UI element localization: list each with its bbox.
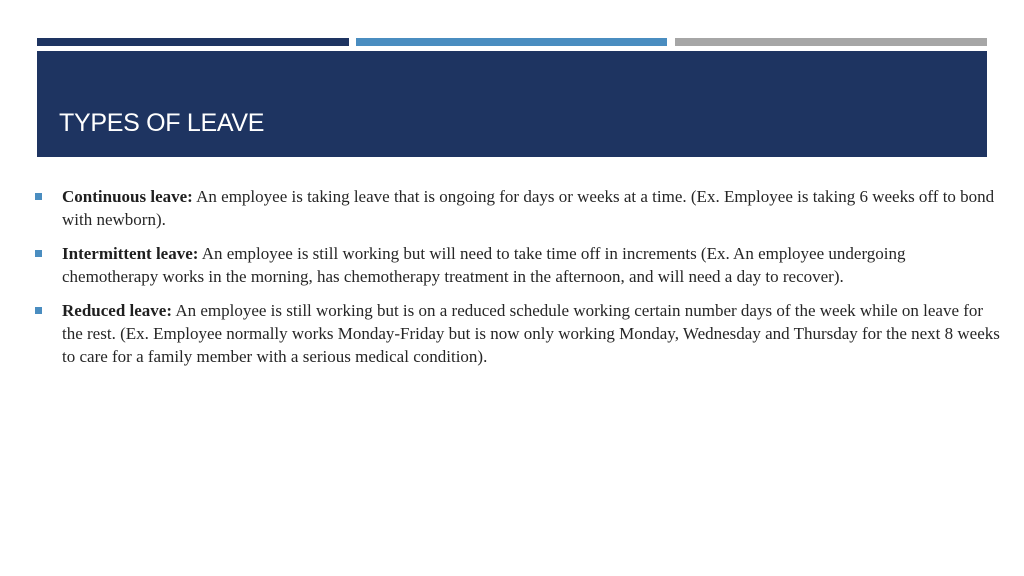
bullet-term: Reduced leave: xyxy=(62,301,173,320)
accent-bar-blue xyxy=(356,38,667,46)
bullet-text: An employee is still working but will need to take time off in increments (Ex. An employee undergoing chemotherapy works in the morning, has chemotherapy treatment in the afternoon, and will need a day to recover). xyxy=(62,244,906,286)
bullet-item-intermittent-leave xyxy=(35,242,1003,288)
square-bullet-icon xyxy=(35,307,42,314)
bullet-term: Intermittent leave: xyxy=(62,244,199,263)
bullet-list xyxy=(35,185,1003,379)
accent-bar-gray xyxy=(675,38,987,46)
accent-bar-dark xyxy=(37,38,349,46)
bullet-text: An employee is still working but is on a reduced schedule working certain number days of the week while on leave for the rest. (Ex. Employee normally works Monday-Friday but is now only working Monday, Wednesday and Thursday for the next 8 weeks to care for a family member with a serious medical condition). xyxy=(62,301,1000,366)
square-bullet-icon xyxy=(35,193,42,200)
square-bullet-icon xyxy=(35,250,42,257)
bullet-item-continuous-leave xyxy=(35,185,1003,231)
bullet-text: An employee is taking leave that is ongoing for days or weeks at a time. (Ex. Employee is taking 6 weeks off to bond with newborn). xyxy=(62,187,995,229)
slide-title: TYPES OF LEAVE xyxy=(59,109,265,137)
bullet-term: Continuous leave: xyxy=(62,187,193,206)
bullet-item-reduced-leave xyxy=(35,299,1003,368)
title-banner xyxy=(37,51,987,157)
